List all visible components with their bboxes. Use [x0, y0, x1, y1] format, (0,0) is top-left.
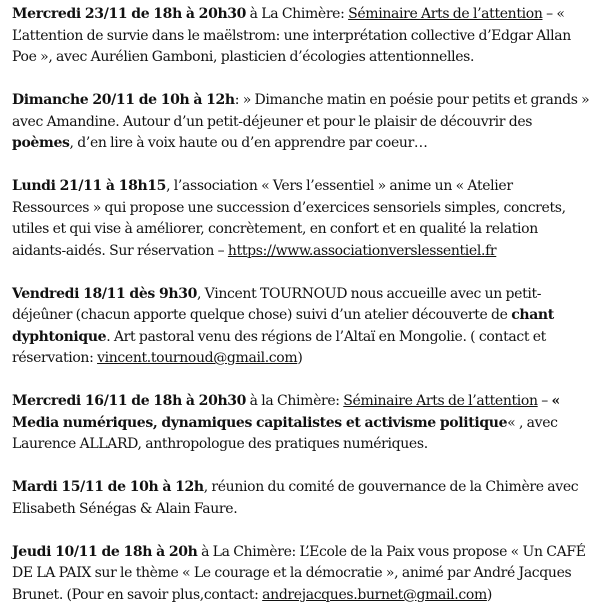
event-highlight: « Media numériques, dynamiques capitalistes et activisme politique: [12, 393, 560, 431]
event-item: [12, 4, 591, 69]
event-item: [12, 284, 591, 370]
event-date: Vendredi 18/11 dès 9h30: [12, 286, 197, 302]
event-date: Lundi 21/11 à 18h15: [12, 178, 166, 194]
event-text: . Art pastoral venu des régions de l’Altaï en Mongolie. ( contact et réservation:: [12, 329, 546, 367]
event-text: , l’association « Vers l’essentiel » anime un « Atelier Ressources » qui propose une succession d’exercices sensoriels simples, concrets, utiles et qui vise à améliorer, concrètement, en confort et en qualité la relation aidants-aidés. Sur réservation –: [12, 178, 566, 259]
event-text: – « L’attention de survie dans le maëlstrom: une interprétation collective d’Edgar Allan Poe », avec Aurélien Gamboni, plasticien d’écologies attentionnelles.: [12, 6, 571, 65]
event-date: Mercredi 23/11 de 18h à 20h30: [12, 6, 246, 22]
event-item: [12, 176, 591, 262]
event-date: Mercredi 16/11 de 18h à 20h30: [12, 393, 246, 409]
event-text: : » Dimanche matin en poésie pour petits et grands » avec Amandine. Autour d’un petit-déjeuner et pour le plaisir de découvrir des: [12, 92, 589, 130]
event-text: à la Chimère:: [246, 393, 343, 409]
event-item: [12, 542, 591, 606]
event-text: à La Chimère:: [246, 6, 348, 22]
event-text: ): [487, 587, 492, 603]
seminar-title: Séminaire Arts de l’attention: [343, 393, 537, 409]
event-text: ): [297, 350, 302, 366]
event-text: , Vincent TOURNOUD nous accueille avec un petit-déjeûner (chacun apporte quelque chose) suivi d’un atelier découverte de: [12, 286, 541, 324]
event-date: Mardi 15/11 de 10h à 12h: [12, 479, 204, 495]
seminar-title: Séminaire Arts de l’attention: [348, 6, 542, 22]
event-item: [12, 477, 591, 520]
website-link[interactable]: https://www.associationverslessentiel.fr: [228, 243, 496, 259]
event-text: , réunion du comité de gouvernance de la Chimère avec Elisabeth Sénégas & Alain Faure.: [12, 479, 578, 517]
event-text: « , avec Laurence ALLARD, anthropologue des pratiques numériques.: [12, 415, 558, 453]
email-link[interactable]: andrejacques.burnet@gmail.com: [262, 587, 487, 603]
event-text: à La Chimère: L’Ecole de la Paix vous propose « Un CAFÉ DE LA PAIX sur le thème « Le courage et la démocratie », animé par André Jacques Brunet. (Pour en savoir plus,contact:: [12, 544, 586, 603]
email-link[interactable]: vincent.tournoud@gmail.com: [97, 350, 297, 366]
event-item: [12, 90, 591, 155]
event-text: –: [538, 393, 552, 409]
event-text: , d’en lire à voix haute ou d’en apprendre par coeur…: [70, 135, 428, 151]
event-date: Jeudi 10/11 de 18h à 20h: [12, 544, 197, 560]
event-item: [12, 391, 591, 456]
event-highlight: chant dyphtonique: [12, 307, 554, 345]
event-highlight: poèmes: [12, 135, 70, 151]
event-date: Dimanche 20/11 de 10h à 12h: [12, 92, 235, 108]
